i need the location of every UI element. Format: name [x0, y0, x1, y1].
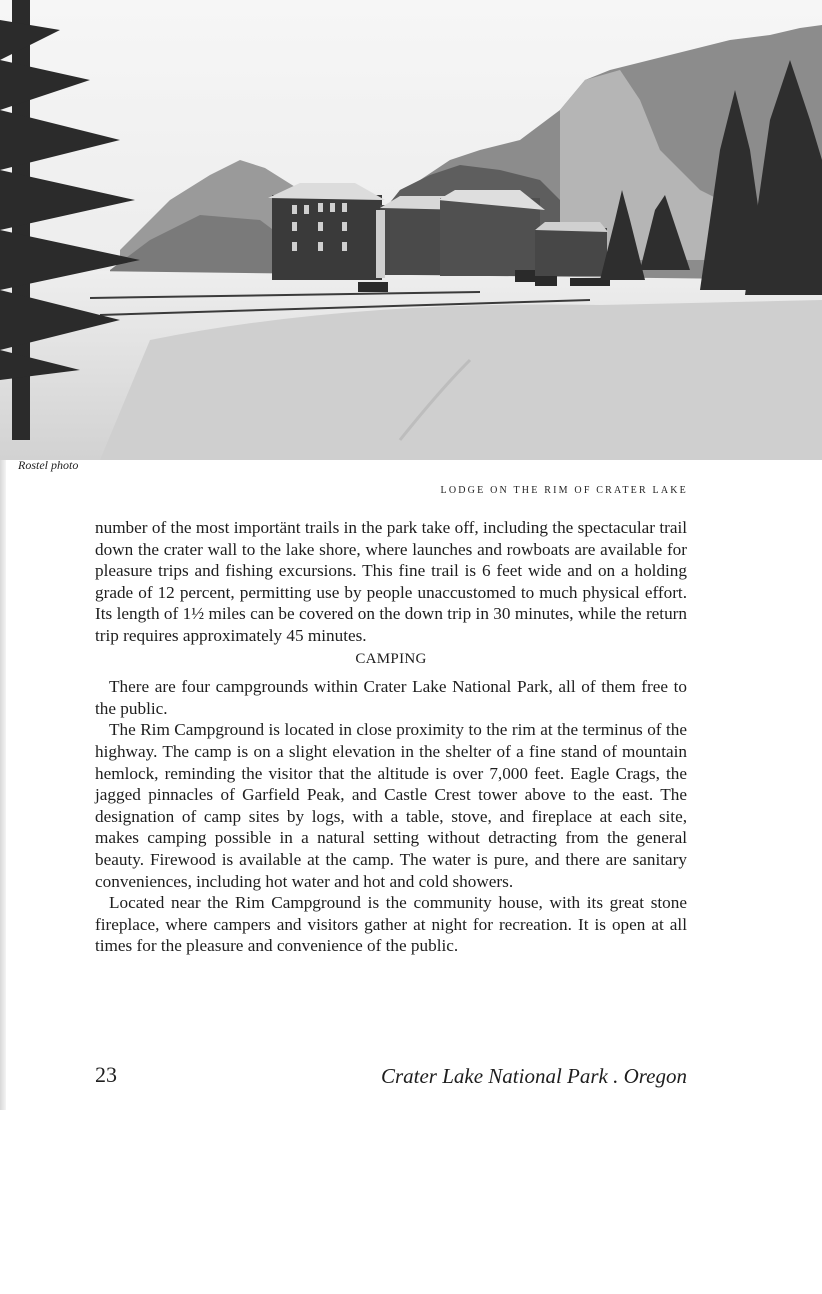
paragraph-campgrounds: There are four campgrounds within Crater Lake National Park, all of them free to the public. [95, 677, 687, 718]
paragraph-community-house: Located near the Rim Campground is the community house, with its great stone fireplace, where campers and visitors gather at night for recreation. It is open at all times for the pleasure and convenience of the public. [95, 893, 687, 956]
paragraph-rim-campground: The Rim Campground is located in close proximity to the rim at the terminus of the highway. The camp is on a slight elevation in the shelter of a fine stand of mountain hemlock, reminding the visitor that the altitude is over 7,000 feet. Eagle Crags, the jagged pinnacles of Garfield Peak, and Castle Crest tower above to the east. The designation of camp sites by logs, with a table, stove, and fireplace at each site, makes camping possible in a natural setting without detracting from the general beauty. Firewood is available at the camp. The water is pure, and there are sanitary conveniences, including hot water and hot and cold showers. [95, 720, 687, 891]
photo-credit: Rostel photo [18, 458, 79, 472]
page-number: 23 [95, 1062, 117, 1087]
photo-caption: LODGE ON THE RIM OF CRATER LAKE [440, 485, 688, 496]
lodge-photo-illustration [0, 0, 822, 460]
running-title: Crater Lake National Park . Oregon [380, 1064, 687, 1088]
section-heading-camping: CAMPING [355, 650, 427, 667]
body-text [95, 517, 687, 957]
lodge-photo [0, 0, 822, 460]
paragraph-trails: number of the most importänt trails in the park take off, including the spectacular trail down the crater wall to the lake shore, where launches and rowboats are available for pleasure trips and fishing excursions. This fine trail is 6 feet wide and on a holding grade of 12 percent, permitting use by people unaccustomed to much physical effort. Its length of 1½ miles can be covered on the down trip in 30 minutes, while the return trip requires approximately 45 minutes. [95, 518, 687, 645]
